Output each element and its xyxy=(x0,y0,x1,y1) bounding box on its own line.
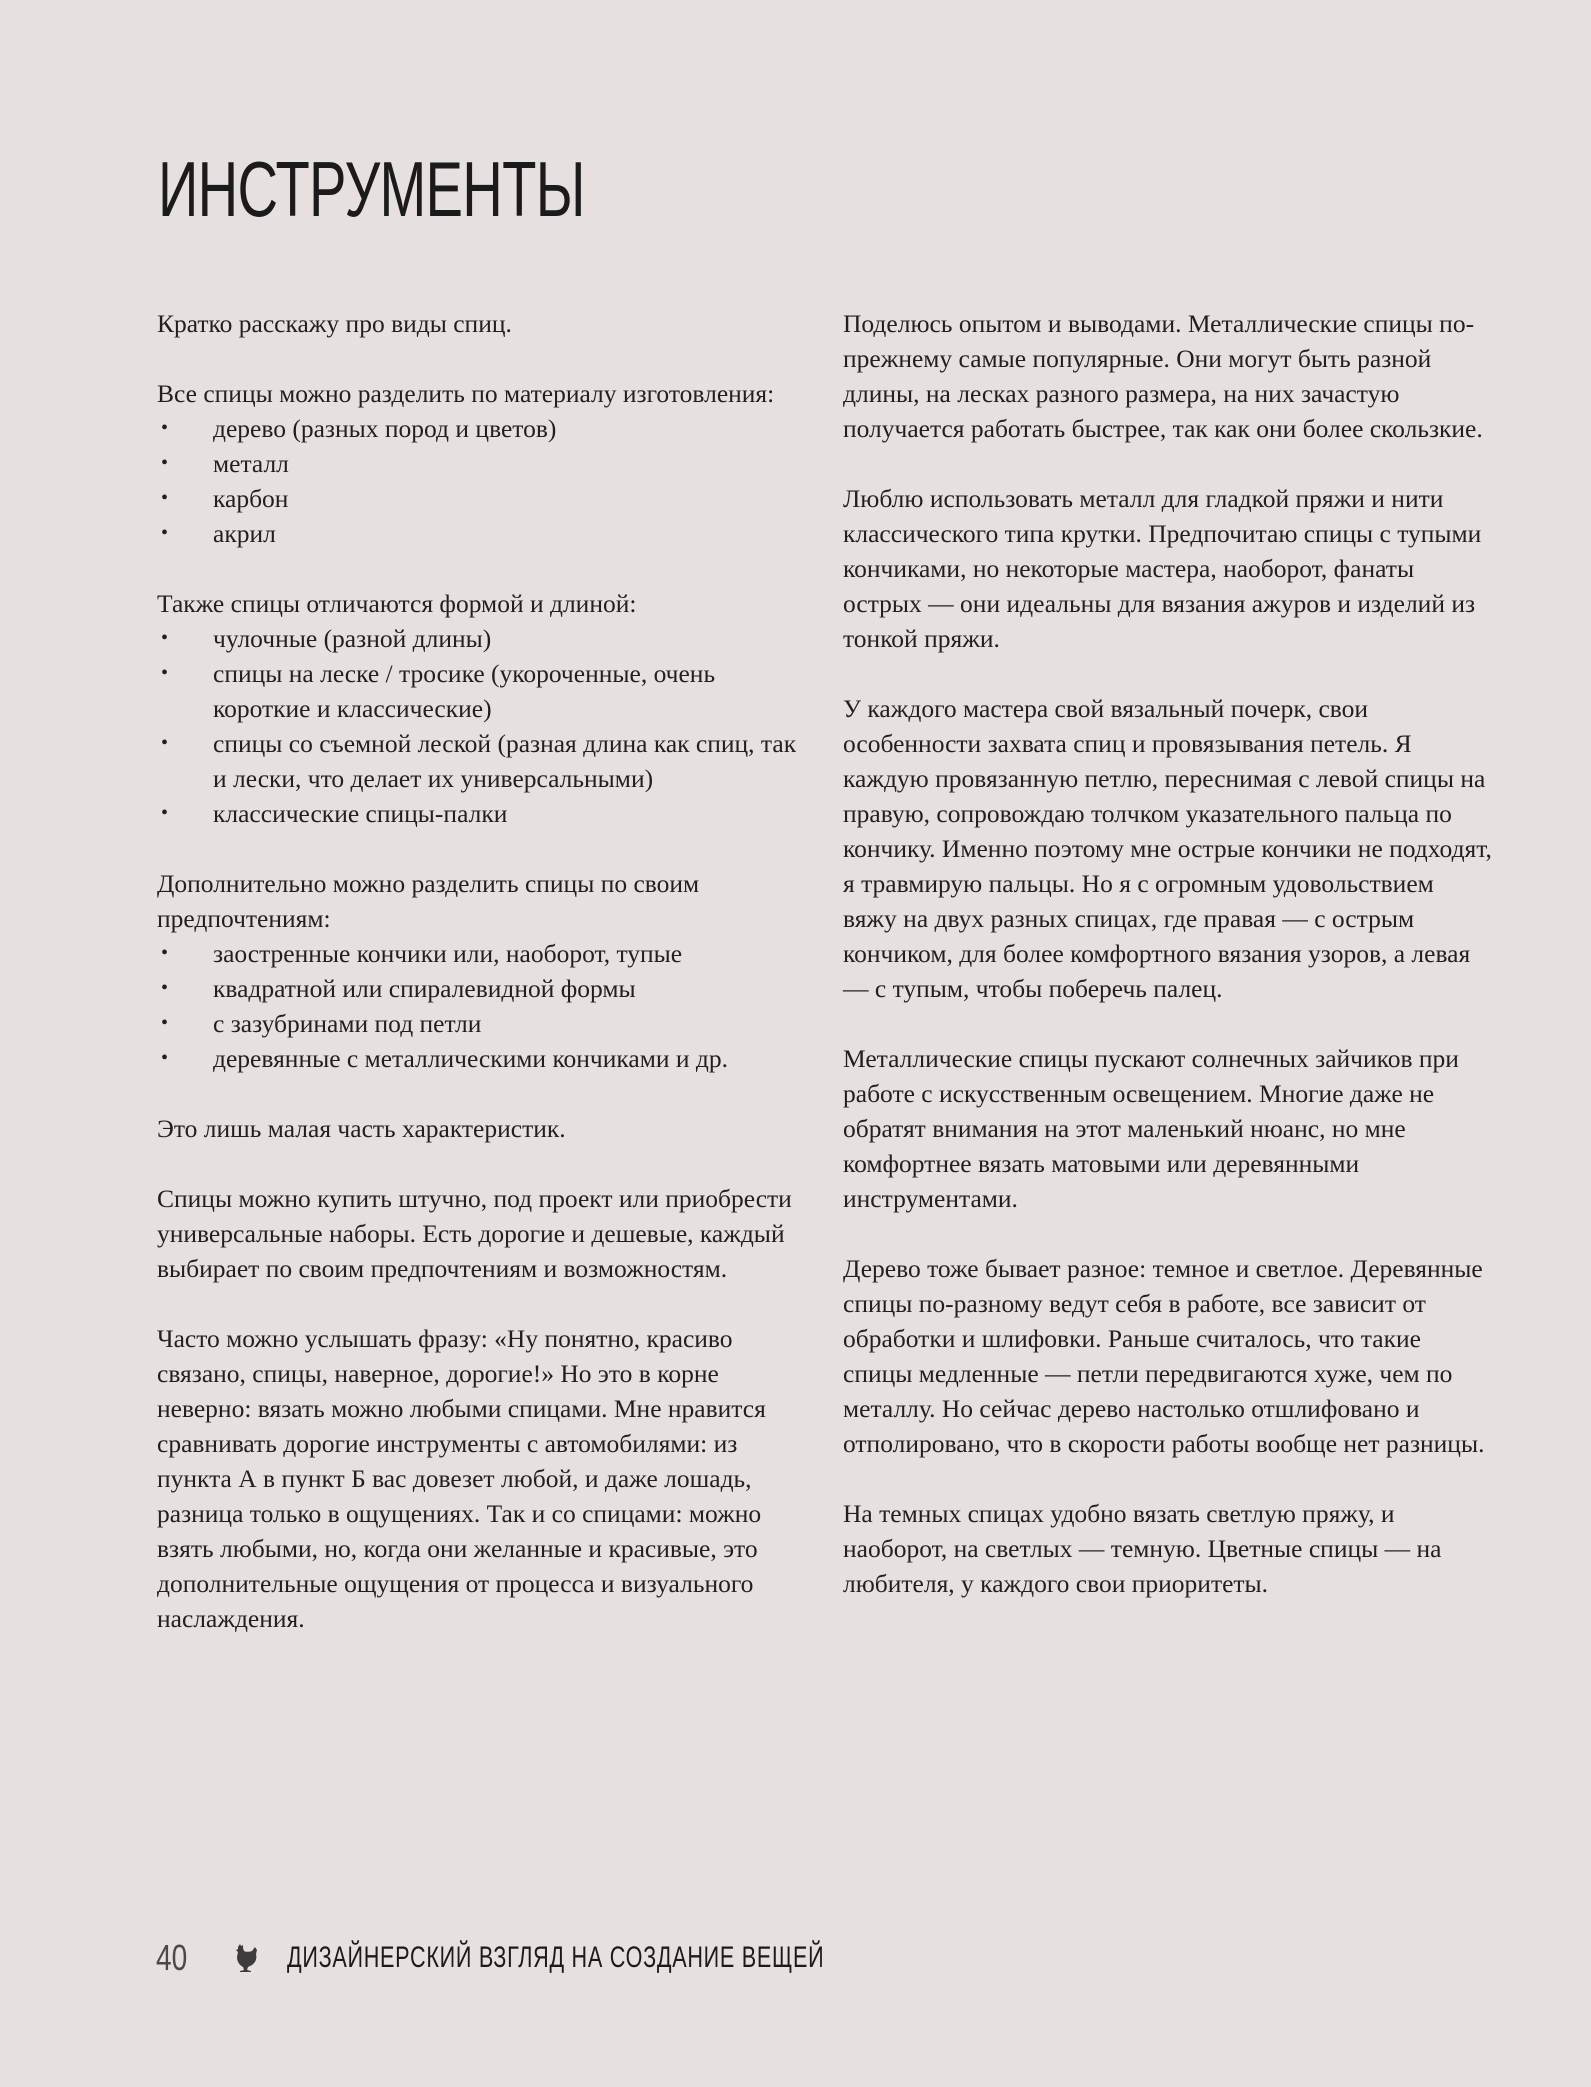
paragraph: На темных спицах удобно вязать светлую пряжу, и наоборот, на светлых — темную. Цветные спицы — на любителя, у каждого свои приоритеты. xyxy=(843,1499,1442,1598)
bullet-icon: • xyxy=(161,942,169,964)
paragraph: Металлические спицы пускают солнечных зайчиков при работе с искусственным освещением. Многие даже не обратят внимания на этот маленький нюанс, но мне комфортнее вязать матовыми или деревянными инструментами. xyxy=(843,1044,1459,1213)
bullet-icon: • xyxy=(161,487,169,509)
list-item: • дерево (разных пород и цветов) xyxy=(157,411,797,446)
list-item: • акрил xyxy=(157,516,797,551)
bullet-icon: • xyxy=(161,522,169,544)
list-item: • карбон xyxy=(157,481,797,516)
preferences-section xyxy=(157,866,797,1076)
preferences-lead: Дополнительно можно разделить спицы по своим предпочтениям: xyxy=(157,869,700,933)
list-item: • классические спицы-палки xyxy=(157,796,797,831)
bullet-icon: • xyxy=(161,1047,169,1069)
list-item: • спицы со съемной леской (разная длина как спиц, так и лески, что делает их универсальными) xyxy=(157,726,797,796)
bullet-icon: • xyxy=(161,452,169,474)
buying-paragraph: Спицы можно купить штучно, под проект или приобрести универсальные наборы. Есть дорогие и дешевые, каждый выбирает по своим предпочтениям и возможностям. xyxy=(157,1184,792,1283)
list-item: • спицы на леске / тросике (укороченные, очень короткие и классические) xyxy=(157,656,797,726)
right-column xyxy=(843,306,1493,1636)
intro-paragraph xyxy=(157,306,797,341)
bullet-icon: • xyxy=(161,732,169,754)
bullet-icon: • xyxy=(161,417,169,439)
materials-list xyxy=(157,411,797,551)
bullet-icon: • xyxy=(161,627,169,649)
bullet-icon: • xyxy=(161,662,169,684)
page-footer xyxy=(156,1938,1033,1978)
materials-lead: Все спицы можно разделить по материалу изготовления: xyxy=(157,379,775,408)
bullet-icon: • xyxy=(161,802,169,824)
hen-icon xyxy=(231,1941,261,1975)
paragraph: Дерево тоже бывает разное: темное и светлое. Деревянные спицы по-разному ведут себя в работе, все зависит от обработки и шлифовки. Раньше считалось, что такие спицы медленные — петли передвигаются хуже, чем по металлу. Но сейчас дерево настолько отшлифовано и отполировано, что в скорости работы вообще нет разницы. xyxy=(843,1254,1485,1458)
shapes-section xyxy=(157,586,797,831)
bullet-icon: • xyxy=(161,977,169,999)
shapes-lead: Также спицы отличаются формой и длиной: xyxy=(157,589,637,618)
summary-paragraph: Это лишь малая часть характеристик. xyxy=(157,1114,566,1143)
list-item: • металл xyxy=(157,446,797,481)
shapes-list xyxy=(157,621,797,831)
paragraph: Поделюсь опытом и выводами. Металлические спицы по-прежнему самые популярные. Они могут быть разной длины, на лесках разного размера, на них зачастую получается работать быстрее, так как они более скользкие. xyxy=(843,309,1483,443)
preferences-list xyxy=(157,936,797,1076)
paragraph: У каждого мастера свой вязальный почерк, свои особенности захвата спиц и провязывания петель. Я каждую провязанную петлю, переснимая с левой спицы на правую, сопровождаю толчком указательного пальца по кончику. Именно поэтому мне острые кончики не подходят, я травмирую пальцы. Но я с огромным удовольствием вяжу на двух разных спицах, где правая — с острым кончиком, для более комфортного вязания узоров, а левая — с тупым, чтобы поберечь палец. xyxy=(843,694,1492,1003)
list-item: • заостренные кончики или, наоборот, тупые xyxy=(157,936,797,971)
list-item: • чулочные (разной длины) xyxy=(157,621,797,656)
expensive-paragraph: Часто можно услышать фразу: «Ну понятно, красиво связано, спицы, наверное, дорогие!» Но это в корне неверно: вязать можно любыми спицами. Мне нравится сравнивать дорогие инструменты с автомобилями: из пункта А в пункт Б вас довезет любой, и даже лошадь, разница только в ощущениях. Так и со спицами: можно взять любыми, но, когда они желанные и красивые, это дополнительные ощущения от процесса и визуального наслаждения. xyxy=(157,1324,766,1633)
intro-text: Кратко расскажу про виды спиц. xyxy=(157,309,512,338)
bullet-icon: • xyxy=(161,1012,169,1034)
left-column xyxy=(157,306,797,1671)
list-item: • деревянные с металлическими кончиками и др. xyxy=(157,1041,797,1076)
list-item: • с зазубринами под петли xyxy=(157,1006,797,1041)
page-number: 40 xyxy=(156,1937,188,1978)
materials-section xyxy=(157,376,797,551)
list-item: • квадратной или спиралевидной формы xyxy=(157,971,797,1006)
paragraph: Люблю использовать металл для гладкой пряжи и нити классического типа крутки. Предпочитаю спицы с тупыми кончиками, но некоторые мастера, наоборот, фанаты острых — они идеальны для вязания ажуров и изделий из тонкой пряжи. xyxy=(843,484,1482,653)
page-title: ИНСТРУМЕНТЫ xyxy=(158,145,585,233)
running-head: ДИЗАЙНЕРСКИЙ ВЗГЛЯД НА СОЗДАНИЕ ВЕЩЕЙ xyxy=(287,1941,825,1974)
